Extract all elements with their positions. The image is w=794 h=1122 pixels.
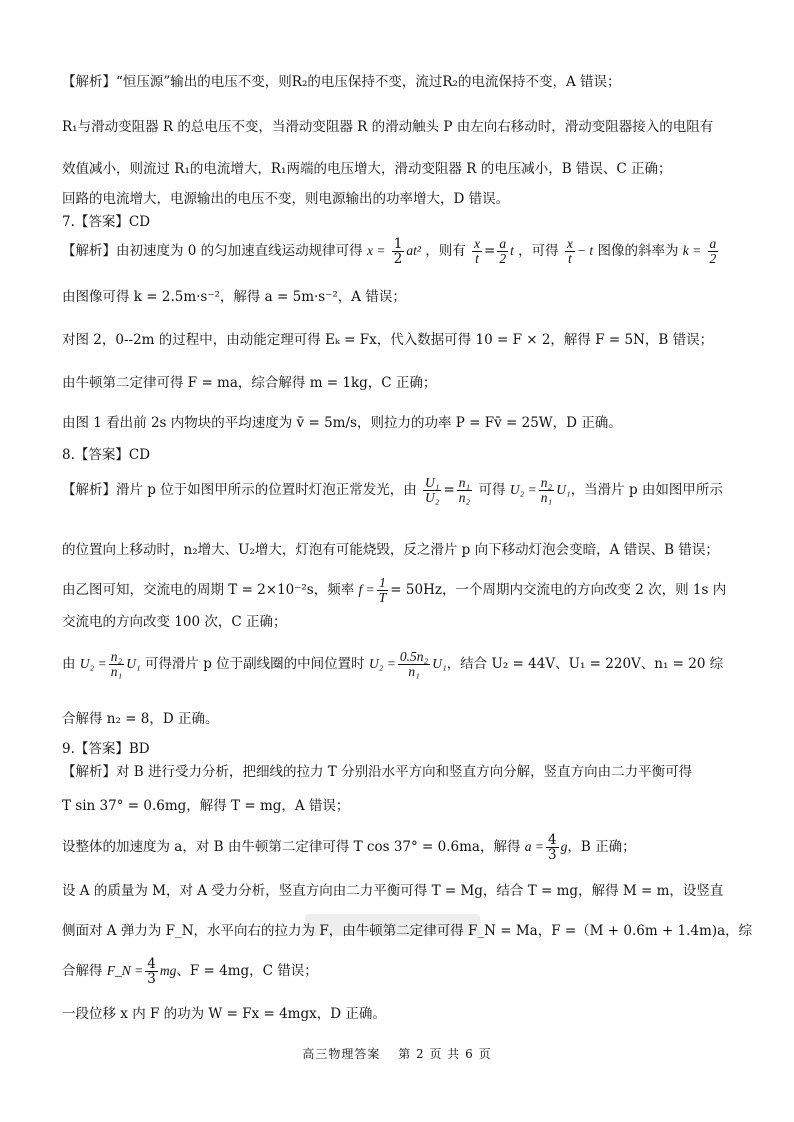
formula: = <box>484 243 496 259</box>
text-segment: ，当滑片 p 由如图甲所示 <box>570 482 723 498</box>
text-segment: 【解析】滑片 p 位于如图甲所示的位置时灯泡正常发光，由 <box>62 482 417 498</box>
text-line: R₁与滑动变阻器 R 的总电压不变，当滑动变阻器 R 的滑动触头 P 由左向右移动时，滑动变阻器接入的电阻有 <box>62 119 714 135</box>
formula: x = <box>366 243 386 258</box>
text-segment: ，可得 <box>518 243 559 259</box>
text-line <box>62 575 726 605</box>
numerator: 1 <box>377 576 389 591</box>
text-line: 侧面对 A 弹力为 F_N，水平向右的拉力为 F，由牛顿第二定律可得 F_N = Ma，F =（M + 0.6m + 1.4m)a，综 <box>62 923 753 939</box>
formula: U₂ = <box>79 656 107 671</box>
denominator: T <box>378 590 387 605</box>
numerator: 0.5n₂ <box>399 649 429 664</box>
text-segment: 可得 <box>478 482 506 498</box>
text-line <box>62 474 723 506</box>
formula: f = <box>358 582 375 597</box>
fraction <box>377 576 389 605</box>
text-segment: 【解析】由初速度为 0 的匀加速直线运动规律可得 <box>62 243 363 259</box>
text-segment: 、F = 4mg，C 错误； <box>176 963 318 979</box>
formula: U₂ = <box>368 656 396 671</box>
text-segment: 由乙图可知，交流电的周期 T = 2×10⁻²s，频率 <box>62 582 355 598</box>
fraction <box>472 237 482 266</box>
denominator: 3 <box>147 971 156 987</box>
text-line <box>62 648 723 680</box>
formula: − t <box>576 243 594 258</box>
answer-heading: 8.【答案】CD <box>62 447 151 463</box>
text-segment: ，B 正确； <box>567 839 636 855</box>
text-line: 【解析】“恒压源”输出的电压不变，则R₂的电压保持不变，流过R₂的电流保持不变，A 错误； <box>62 74 621 90</box>
denominator: U₂ <box>425 490 440 505</box>
text-line <box>62 832 636 862</box>
text-segment: ，则有 <box>425 243 466 259</box>
denominator: 2 <box>393 251 403 267</box>
text-line <box>62 236 720 266</box>
numerator: a <box>709 236 717 251</box>
denominator: t <box>475 251 479 266</box>
numerator: a <box>499 236 507 251</box>
text-segment: 图像的斜率为 <box>597 243 679 259</box>
text-line: 由牛顿第二定律可得 F = ma，综合解得 m = 1kg，C 正确； <box>62 375 437 391</box>
numerator: n₂ <box>540 475 553 490</box>
text-line <box>62 956 318 986</box>
denominator: n₁ <box>408 664 420 679</box>
formula: a = <box>524 839 545 854</box>
fraction <box>497 237 508 266</box>
numerator: U₁ <box>425 475 440 490</box>
fraction <box>539 476 554 505</box>
text-line: 回路的电流增大，电源输出的电压不变，则电源输出的功率增大，D 错误。 <box>62 191 510 207</box>
numerator: 1 <box>393 236 403 252</box>
fraction <box>565 237 575 266</box>
answer-heading: 7.【答案】CD <box>62 214 151 230</box>
text-line: 对图 2，0--2m 的过程中，由动能定理可得 Eₖ = Fx，代入数据可得 10 = F × 2，解得 F = 5N，B 错误； <box>62 332 714 348</box>
text-line: 合解得 n₂ = 8，D 正确。 <box>62 711 219 727</box>
formula: g <box>560 839 568 854</box>
text-line: 设 A 的质量为 M，对 A 受力分析，竖直方向由二力平衡可得 T = Mg，结合 T = mg，解得 M = m，设竖直 <box>62 883 724 899</box>
fraction <box>457 476 472 505</box>
formula: U₁ <box>556 482 571 497</box>
formula: mg <box>159 963 177 978</box>
formula: U₁ <box>432 656 447 671</box>
fraction <box>392 237 405 266</box>
text-line: T sin 37° = 0.6mg，解得 T = mg，A 错误； <box>62 798 350 814</box>
text-line: 交流电的方向改变 100 次，C 正确； <box>62 614 287 630</box>
page-footer: 高三物理答案 第 2 页 共 6 页 <box>302 1047 492 1061</box>
numerator: n₂ <box>110 649 123 664</box>
text-segment: ，一个周期内交流电的方向改变 2 次，则 1s 内 <box>441 582 727 598</box>
denominator: n₁ <box>540 490 553 505</box>
numerator: 4 <box>548 832 557 848</box>
text-line: 由图 1 看出前 2s 内物块的平均速度为 v̄ = 5m/s，则拉力的功率 P = Fv̄ = 25W，D 正确。 <box>62 415 622 431</box>
formula: at² <box>406 243 421 258</box>
text-segment: 合解得 <box>62 963 103 979</box>
formula: k = <box>682 243 702 258</box>
numerator: n₁ <box>458 475 471 490</box>
formula: U₁ <box>126 656 141 671</box>
denominator: 2 <box>499 251 507 266</box>
text-line: 效值减小，则流过 R₁的电流增大，R₁两端的电压增大，滑动变阻器 R 的电压减小，B 错误、C 正确； <box>62 161 672 177</box>
formula: U₂ = <box>509 482 537 497</box>
fraction <box>398 650 430 679</box>
text-line: 由图像可得 k = 2.5m·s⁻²，解得 a = 5m·s⁻²，A 错误； <box>62 289 406 305</box>
fraction <box>546 833 559 862</box>
text-segment: 由 <box>62 656 76 672</box>
fraction <box>423 476 441 505</box>
text-segment: 设整体的加速度为 a，对 B 由牛顿第二定律可得 T cos 37° = 0.6ma，解得 <box>62 839 521 855</box>
text-line: 的位置向上移动时，n₂增大、U₂增大，灯泡有可能烧毁，反之滑片 p 向下移动灯泡会变暗，A 错误、B 错误； <box>62 542 719 558</box>
formula: = 50Hz <box>390 582 442 598</box>
denominator: t <box>568 251 572 266</box>
formula: = <box>443 482 455 498</box>
denominator: 2 <box>709 251 717 266</box>
formula: F_N = <box>106 963 144 978</box>
numerator: x <box>566 236 573 251</box>
text-line: 【解析】对 B 进行受力分析，把细线的拉力 T 分别沿水平方向和竖直方向分解，竖直方向由二力平衡可得 <box>62 764 693 780</box>
answer-heading: 9.【答案】BD <box>62 741 150 757</box>
denominator: 3 <box>548 847 557 863</box>
text-segment: 可得滑片 p 位于副线圈的中间位置时 <box>144 656 365 672</box>
text-segment: ，结合 U₂ = 44V、U₁ = 220V、n₁ = 20 综 <box>446 656 724 672</box>
denominator: n₂ <box>458 490 471 505</box>
fraction <box>109 650 124 679</box>
fraction <box>708 237 719 266</box>
numerator: 4 <box>147 956 156 972</box>
text-line: 一段位移 x 内 F 的功为 W = Fx = 4mgx，D 正确。 <box>62 1006 386 1022</box>
formula: t <box>510 243 514 258</box>
denominator: n₁ <box>110 664 123 679</box>
numerator: x <box>474 236 480 251</box>
fraction <box>145 957 158 986</box>
